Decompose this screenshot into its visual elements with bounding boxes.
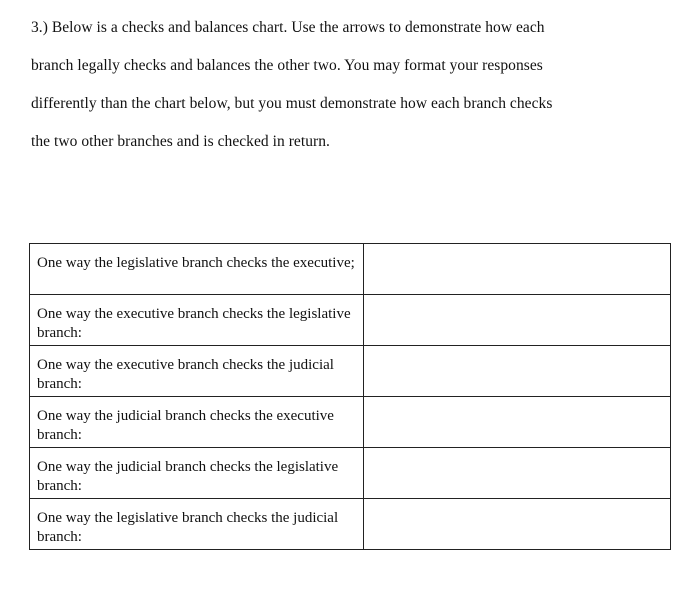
table-row: [30, 295, 671, 346]
prompt-cell: One way the legislative branch checks the executive;: [30, 244, 364, 295]
table-row: [30, 448, 671, 499]
prompt-cell: One way the legislative branch checks the judicial branch:: [30, 499, 364, 550]
table-row: [30, 244, 671, 295]
question-line-3: differently than the chart below, but you must demonstrate how each branch checks: [31, 95, 553, 112]
answer-cell[interactable]: [364, 499, 671, 550]
prompt-cell: One way the judicial branch checks the executive branch:: [30, 397, 364, 448]
question-line-1: 3.) Below is a checks and balances chart. Use the arrows to demonstrate how each: [31, 19, 545, 36]
answer-cell[interactable]: [364, 295, 671, 346]
answer-cell[interactable]: [364, 448, 671, 499]
prompt-cell: One way the executive branch checks the legislative branch:: [30, 295, 364, 346]
checks-and-balances-table: [29, 243, 671, 550]
table-row: [30, 397, 671, 448]
question-line-2: branch legally checks and balances the other two. You may format your responses: [31, 57, 543, 74]
answer-cell[interactable]: [364, 346, 671, 397]
prompt-cell: One way the judicial branch checks the legislative branch:: [30, 448, 364, 499]
question-line-4: the two other branches and is checked in return.: [31, 133, 330, 150]
answer-cell[interactable]: [364, 244, 671, 295]
answer-cell[interactable]: [364, 397, 671, 448]
prompt-cell: One way the executive branch checks the judicial branch:: [30, 346, 364, 397]
table-row: [30, 499, 671, 550]
table-row: [30, 346, 671, 397]
